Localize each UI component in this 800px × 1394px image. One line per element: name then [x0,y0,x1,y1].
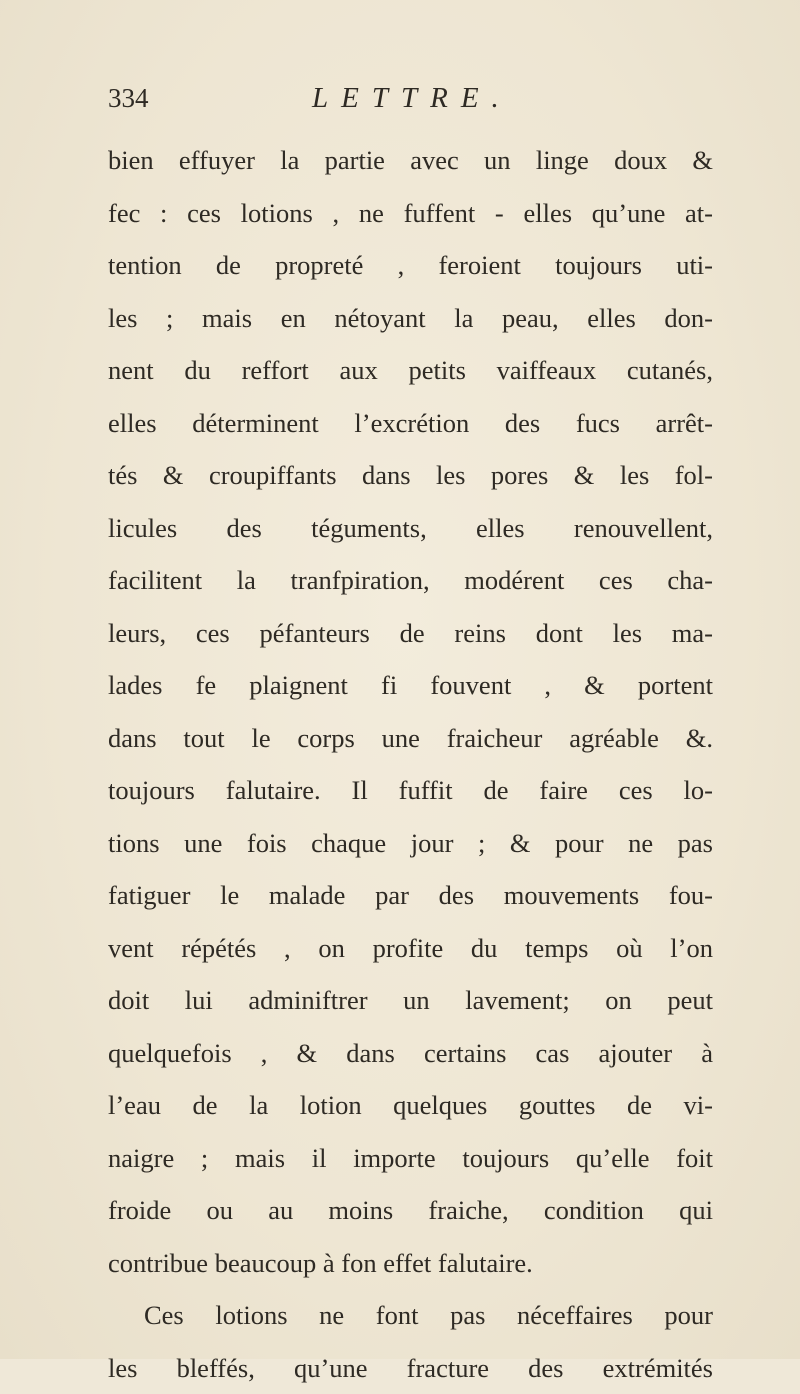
text-line: dans tout le corps une fraicheur agréable &. [108,712,713,765]
text-line: l’eau de la lotion quelques gouttes de vi- [108,1079,713,1132]
text-line: vent répétés , on profite du temps où l’on [108,922,713,975]
page-number: 334 [108,82,149,114]
text-line: nent du reffort aux petits vaiffeaux cutanés, [108,344,713,397]
text-line: Ces lotions ne font pas néceffaires pour [108,1289,713,1342]
text-line: fatiguer le malade par des mouvements fou- [108,869,713,922]
text-line: leurs, ces péfanteurs de reins dont les ma- [108,607,713,660]
text-line: contribue beaucoup à fon effet falutaire. [108,1237,713,1290]
text-line: quelquefois , & dans certains cas ajouter à [108,1027,713,1080]
text-line: les ; mais en nétoyant la peau, elles don- [108,292,713,345]
text-line: froide ou au moins fraiche, condition qui [108,1184,713,1237]
text-line: toujours falutaire. Il fuffit de faire ces lo- [108,764,713,817]
body-text [108,134,713,1394]
text-line: tention de propreté , feroient toujours uti- [108,239,713,292]
text-line: licules des téguments, elles renouvellent, [108,502,713,555]
text-line: les bleffés, qu’une fracture des extrémités [108,1342,713,1394]
text-line: tés & croupiffants dans les pores & les fol- [108,449,713,502]
text-line: facilitent la tranfpiration, modérent ces cha- [108,554,713,607]
text-line: doit lui adminiftrer un lavement; on peut [108,974,713,1027]
text-line: naigre ; mais il importe toujours qu’elle foit [108,1132,713,1185]
text-line: elles déterminent l’excrétion des fucs arrêt- [108,397,713,450]
running-title: LETTRE. [312,82,512,114]
page-header [108,82,708,122]
text-line: tions une fois chaque jour ; & pour ne pas [108,817,713,870]
text-line: fec : ces lotions , ne fuffent - elles qu’une at- [108,187,713,240]
text-line: bien effuyer la partie avec un linge doux & [108,134,713,187]
text-line: lades fe plaignent fi fouvent , & portent [108,659,713,712]
